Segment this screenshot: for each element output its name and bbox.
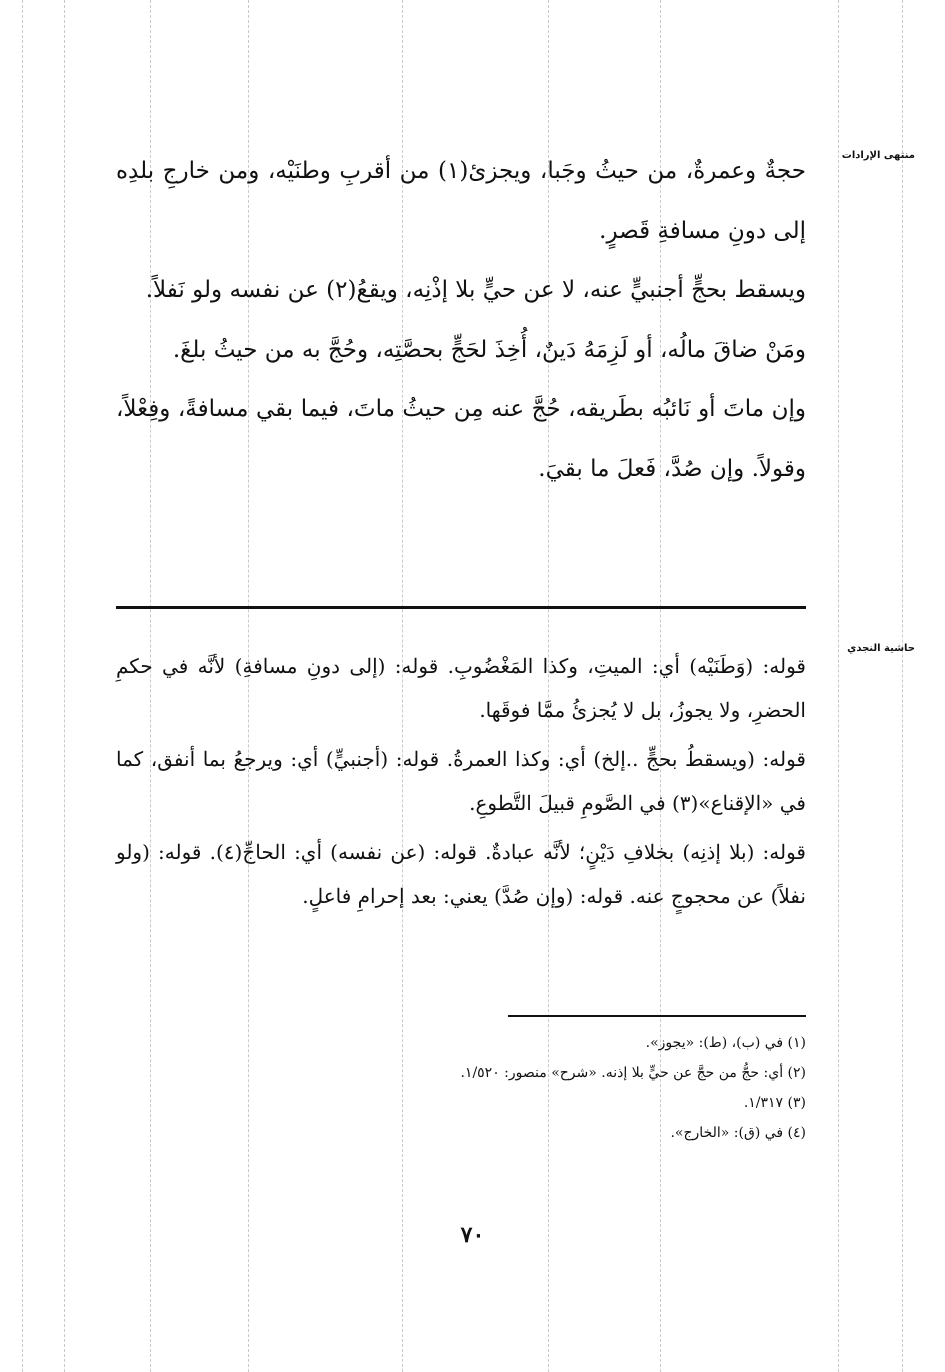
scan-line [902, 0, 903, 1372]
scan-line [22, 0, 23, 1372]
main-paragraph: ويسقط بحجٍّ أجنبيٍّ عنه، لا عن حيٍّ بلا إذْنِه، ويقعُ(٢) عن نفسه ولو نَفلاً. [145, 277, 806, 303]
commentary-paragraph: قوله: (ويسقطُ بحجٍّ ..إلخ) أي: وكذا العمرةُ. قوله: (أجنبيٍّ) أي: ويرجعُ بما أنفق، كما في «الإقناع»(٣) في الصَّومِ قبيلَ التَّطوعِ. [116, 747, 806, 815]
main-paragraph: حجةٌ وعمرةٌ، من حيثُ وجَبا، ويجزئ(١) من أقربِ وطنَيْه، ومن خارجِ بلدِه إلى دونِ مسافةِ قَصرٍ. [116, 158, 806, 244]
scan-line [64, 0, 65, 1372]
main-divider [116, 606, 806, 609]
footnotes [116, 1028, 806, 1148]
footnote-divider [508, 1015, 806, 1017]
footnote: (٢) أي: حجُّ من حجَّ عن حيٍّ بلا إذنه. «شرح» منصور: ١/٥٢٠. [460, 1065, 806, 1081]
side-label-hashiya: حاشية النجدي [847, 643, 915, 654]
main-text [116, 142, 806, 499]
commentary-text [116, 645, 806, 924]
footnote: (٣) ١/٣١٧. [743, 1095, 806, 1111]
side-label-matn: منتهى الإرادات [841, 150, 915, 161]
footnote: (١) في (ب)، (ط): «يجوز». [645, 1035, 806, 1051]
main-paragraph: ومَنْ ضاقَ مالُه، أو لَزِمَهُ دَينٌ، أُخِذَ لحَجٍّ بحصَّتِه، وحُجَّ به من حيثُ بلغَ. [172, 336, 806, 363]
footnote: (٤) في (ق): «الخارج». [670, 1125, 806, 1141]
commentary-paragraph: قوله: (بلا إذنِه) بخلافِ دَيْنٍ؛ لأنَّه عبادةٌ. قوله: (عن نفسه) أي: الحاجِّ(٤). قوله: (ولو نفلاً) عن محجوجٍ عنه. قوله: (وإن صُدَّ) يعني: بعد إحرامِ فاعلٍ. [116, 840, 806, 908]
main-paragraph: وإن ماتَ أو نَائبُه بطَريقه، حُجَّ عنه مِن حيثُ ماتَ، فيما بقي مسافةً، وفِعْلاً، وقولاً. وإن صُدَّ، فَعلَ ما بقيَ. [116, 396, 806, 482]
scan-line [838, 0, 839, 1372]
commentary-paragraph: قوله: (وَطَنَيْه) أي: الميتِ، وكذا المَغْضُوبِ. قوله: (إلى دونِ مسافةِ) لأنَّه في حكمِ الحضرِ، ولا يجوزُ، بل لا يُجزئُ ممَّا فوقَها. [116, 654, 806, 722]
page-number: ٧٠ [460, 1222, 485, 1248]
